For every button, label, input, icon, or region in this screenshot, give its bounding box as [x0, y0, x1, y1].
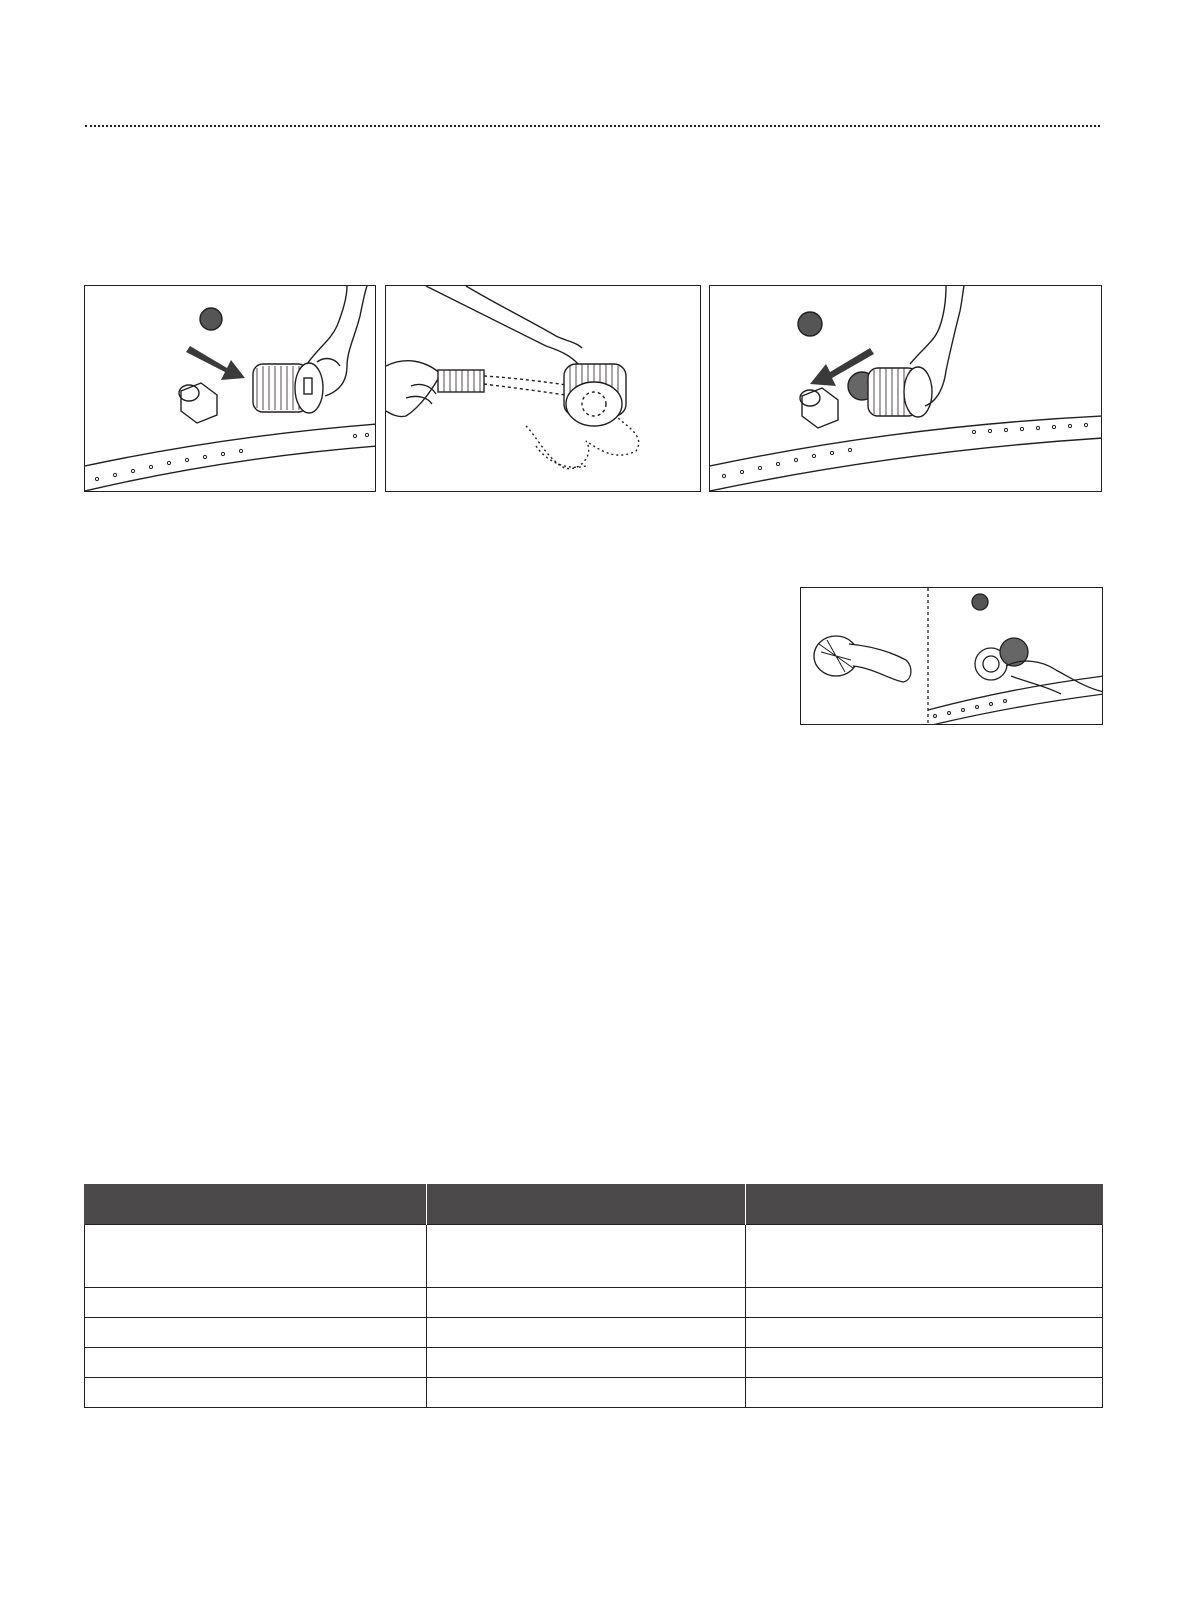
illustration-drawing [801, 588, 1103, 725]
table-cell [85, 1378, 427, 1408]
table-cell [746, 1318, 1103, 1348]
table-cell [427, 1225, 746, 1288]
jet-and-strainer-illustration [800, 587, 1103, 725]
table-cell [427, 1348, 746, 1378]
table-header-cell [427, 1184, 746, 1225]
table-cell [746, 1225, 1103, 1288]
top-dotted-divider [85, 125, 1100, 127]
table-header-cell [746, 1184, 1103, 1225]
table-cell [746, 1348, 1103, 1378]
table-cell [746, 1288, 1103, 1318]
table-row [85, 1378, 1103, 1408]
table-row [85, 1225, 1103, 1288]
illustration-drawing [386, 286, 701, 492]
specification-table [84, 1184, 1103, 1408]
reinstall-filter-cartridge-illustration [709, 285, 1102, 492]
table-cell [85, 1348, 427, 1378]
table-cell [427, 1318, 746, 1348]
illustration-drawing [710, 286, 1102, 492]
table-cell [85, 1318, 427, 1348]
table-cell [427, 1378, 746, 1408]
table-cell [85, 1225, 427, 1288]
table-header-cell [85, 1184, 427, 1225]
table-cell [427, 1288, 746, 1318]
remove-filter-cartridge-illustration [84, 285, 376, 492]
table-header-row [85, 1184, 1103, 1225]
table-row [85, 1288, 1103, 1318]
table-row [85, 1318, 1103, 1348]
table-cell [746, 1378, 1103, 1408]
illustration-drawing [85, 286, 376, 492]
table-cell [85, 1288, 427, 1318]
table-row [85, 1348, 1103, 1378]
rinse-filter-cartridge-illustration [385, 285, 701, 492]
